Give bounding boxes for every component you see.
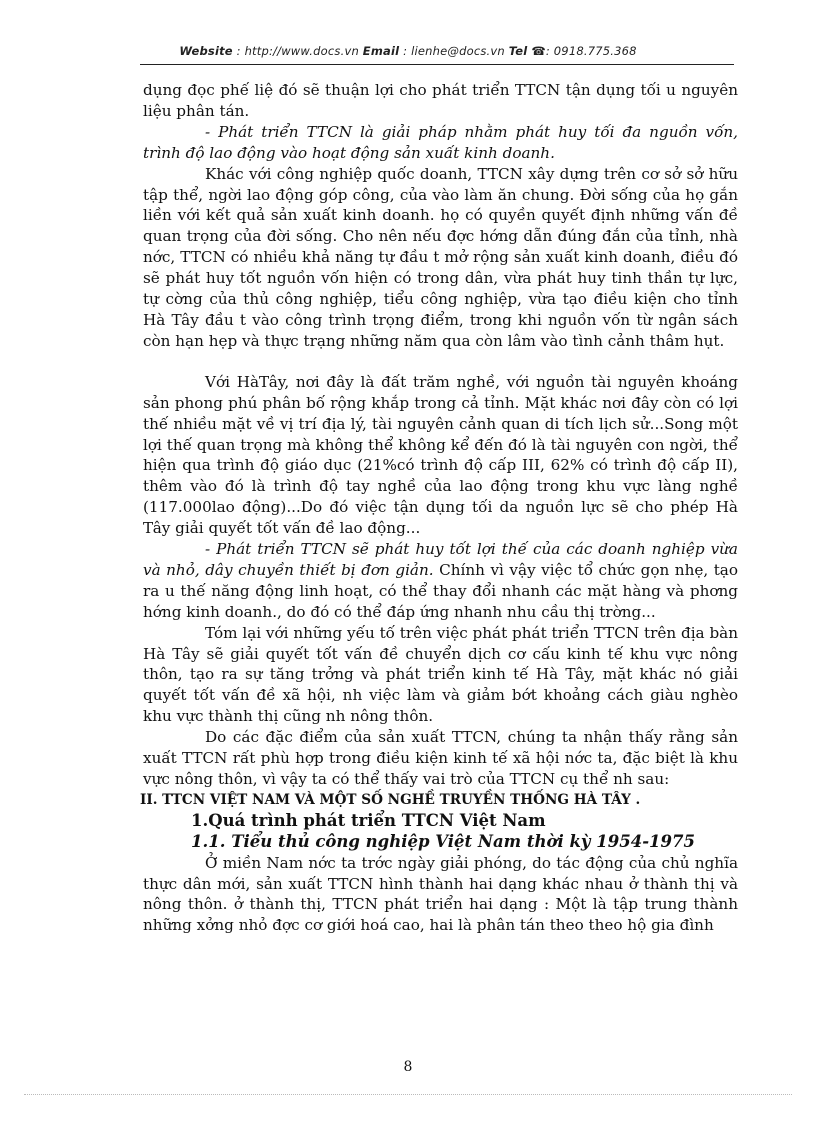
tel-value: ☎: 0918.775.368 bbox=[531, 44, 637, 58]
paragraph-3: Khác với công nghiệp quốc doanh, TTCN xây dựng trên cơ sở sở hữu tập thể, ngời lao động góp công, của vào làm ăn chung. Đời sống của họ gắn liền với kết quả sản xuất kinh doanh. họ có quyền quyết định những vấn đề quan trọng của đời sống. Cho nên nếu đợc hớng dẫn đúng đắn của tỉnh, nhà nớc, TTCN có nhiều khả năng tự đầu t mở rộng sản xuất kinh doanh, điều đó sẽ phát huy tốt nguồn vốn hiện có trong dân, vừa phát huy tinh thần tự lực, tự cờng của thủ công nghiệp, tiểu công nghiệp, vừa tạo điều kiện cho tỉnh Hà Tây đầu t vào công trình trọng điểm, trong khi nguồn vốn từ ngân sách còn hạn hẹp và thực trạng những năm qua còn lâm vào tình cảnh thâm hụt. bbox=[143, 164, 738, 350]
paragraph-gap bbox=[143, 352, 738, 372]
page-number: 8 bbox=[403, 1059, 413, 1075]
paragraph-5-rest: Chính vì vậy việc tổ chức gọn nhẹ, tạo ra u thế năng động linh hoạt, có thể thay đổi nhanh các mặt hàng và phơng hớng kinh doanh., do đó có thể đáp ứng nhanh nhu cầu thị trờng... bbox=[143, 560, 738, 621]
paragraph-4: Với HàTây, nơi đây là đất trăm nghề, với nguồn tài nguyên khoáng sản phong phú phân bố rộng khắp trong cả tỉnh. Mặt khác nơi đây còn có lợi thế nhiều mặt về vị trí địa lý, tài nguyên cảnh quan di tích lịch sử...Song một lợi thế quan trọng mà không thể không kể đến đó là tài nguyên con ngời, thể hiện qua trình độ giáo dục (21%có trình độ cấp III, 62% có trình độ cấp II), thêm vào đó là trình độ tay nghề của lao động trong khu vực làng nghề (117.000lao động)...Do đó việc tận dụng tối da nguồn lực sẽ cho phép Hà Tây giải quyết tốt vấn đề lao động... bbox=[143, 372, 738, 538]
tel-label: Tel bbox=[508, 44, 528, 58]
paragraph-5-italic: - Phát triển TTCN sẽ phát huy tốt lợi thế của các doanh nghiệp vừa và nhỏ, dây chuyền thiết bị đơn giản. bbox=[143, 540, 738, 579]
email-label: Email bbox=[362, 44, 400, 58]
page-header bbox=[0, 44, 816, 58]
paragraph-1: dụng đọc phế liệ đó sẽ thuận lợi cho phát triển TTCN tận dụng tối u nguyên liệu phân tán. bbox=[143, 81, 738, 120]
email-value: : lienhe@docs.vn bbox=[403, 44, 505, 58]
page-bottom-divider bbox=[24, 1094, 792, 1095]
subsubsection-heading: 1.1. Tiểu thủ công nghiệp Việt Nam thời kỳ 1954-1975 bbox=[191, 831, 695, 851]
section-heading: II. TTCN VIỆT NAM VÀ MỘT SỐ NGHỀ TRUYỀN THỐNG HÀ TÂY . bbox=[140, 791, 641, 808]
paragraph-8: Ở miền Nam nớc ta trớc ngày giải phóng, do tác động của chủ nghĩa thực dân mới, sản xuất TTCN hình thành hai dạng khác nhau ở thành thị và nông thôn. ở thành thị, TTCN phát triển hai dạng : Một là tập trung thành những xởng nhỏ đợc cơ giới hoá cao, hai là phân tán theo theo hộ gia đình bbox=[143, 853, 738, 935]
paragraph-2: - Phát triển TTCN là giải pháp nhằm phát huy tối đa nguồn vốn, trình độ lao động vào hoạt động sản xuất kinh doanh. bbox=[143, 122, 738, 162]
paragraph-7: Do các đặc điểm của sản xuất TTCN, chúng ta nhận thấy rằng sản xuất TTCN rất phù hợp trong điều kiện kinh tế xã hội nớc ta, đặc biệt là khu vực nông thôn, vì vậy ta có thể thấy vai trò của TTCN cụ thể nh sau: bbox=[143, 728, 738, 788]
website-value: : http://www.docs.vn bbox=[236, 44, 359, 58]
paragraph-5 bbox=[143, 539, 738, 623]
paragraph-6: Tóm lại với những yếu tố trên việc phát phát triển TTCN trên địa bàn Hà Tây sẽ giải quyết tốt vấn đề chuyển dịch cơ cấu kinh tế khu vực nông thôn, tạo ra sự tăng trởng và phát triển kinh tế Hà Tây, mặt khác nó giải quyết tốt vấn đề xã hội, nh việc làm và giảm bớt khoảng cách giàu nghèo khu vực thành thị cũng nh nông thôn. bbox=[143, 623, 738, 726]
subsection-heading: 1.Quá trình phát triển TTCN Việt Nam bbox=[191, 810, 546, 830]
header-divider bbox=[140, 64, 734, 65]
website-label: Website bbox=[179, 44, 233, 58]
document-body bbox=[140, 80, 738, 936]
